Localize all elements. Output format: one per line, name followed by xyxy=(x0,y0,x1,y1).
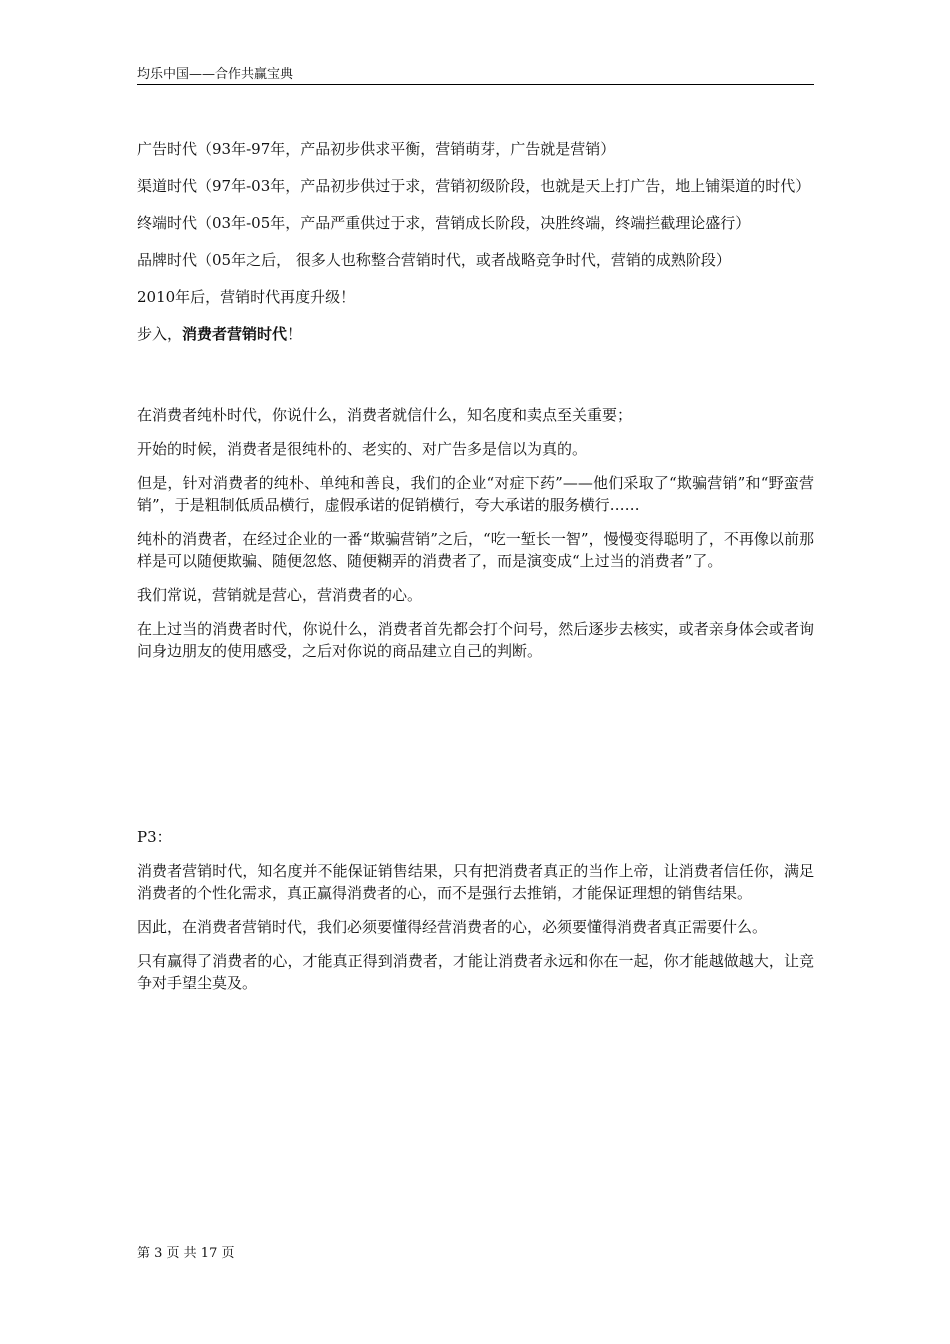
spacer xyxy=(137,360,814,404)
paragraph: 开始的时候，消费者是很纯朴的、老实的、对广告多是信以为真的。 xyxy=(137,440,588,458)
header-title: 均乐中国——合作共赢宝典 xyxy=(137,67,294,82)
spacer xyxy=(137,674,814,826)
paragraph: 在消费者纯朴时代，你说什么，消费者就信什么，知名度和卖点至关重要； xyxy=(137,406,633,424)
paragraph: 我们常说，营销就是营心，营消费者的心。 xyxy=(137,586,423,604)
era-channel: 渠道时代（97年-03年，产品初步供过于求，营销初级阶段，也就是天上打广告，地上铺渠道的时代） xyxy=(137,177,811,195)
page-header xyxy=(137,68,814,85)
paragraph: 但是，针对消费者的纯朴、单纯和善良，我们的企业“对症下药”——他们采取了“欺骗营销”和“野蛮营销”，于是粗制低质品横行，虚假承诺的促销横行，夸大承诺的服务横行…… xyxy=(137,474,814,514)
paragraph: 纯朴的消费者，在经过企业的一番“欺骗营销”之后，“吃一堑长一智”，慢慢变得聪明了，不再像以前那样是可以随便欺骗、随便忽悠、随便糊弄的消费者了，而是演变成“上过当的消费者”了。 xyxy=(137,530,814,570)
step-suffix: ！ xyxy=(287,325,303,343)
step-line xyxy=(137,323,814,345)
section-label: P3： xyxy=(137,828,172,846)
paragraph: 只有赢得了消费者的心，才能真正得到消费者，才能让消费者永远和你在一起，你才能越做越大，让竞争对手望尘莫及。 xyxy=(137,952,814,992)
paragraph: 消费者营销时代，知名度并不能保证销售结果，只有把消费者真正的当作上帝，让消费者信任你，满足消费者的个性化需求，真正赢得消费者的心，而不是强行去推销，才能保证理想的销售结果。 xyxy=(137,862,814,902)
page-content xyxy=(137,138,814,1006)
step-prefix: 步入， xyxy=(137,325,183,343)
step-bold: 消费者营销时代 xyxy=(182,325,288,343)
era-advertising: 广告时代（93年-97年，产品初步供求平衡，营销萌芽，广告就是营销） xyxy=(137,140,616,158)
era-brand: 品牌时代（05年之后， 很多人也称整合营销时代，或者战略竞争时代，营销的成熟阶段） xyxy=(137,251,731,269)
paragraph: 因此，在消费者营销时代，我们必须要懂得经营消费者的心，必须要懂得消费者真正需要什么。 xyxy=(137,918,768,936)
page-footer xyxy=(137,1246,234,1262)
upgrade-line: 2010年后，营销时代再度升级！ xyxy=(137,288,356,306)
page-number: 第 3 页 共 17 页 xyxy=(137,1246,235,1261)
paragraph: 在上过当的消费者时代，你说什么，消费者首先都会打个问号，然后逐步去核实，或者亲身体会或者询问身边朋友的使用感受，之后对你说的商品建立自己的判断。 xyxy=(137,620,814,660)
era-terminal: 终端时代（03年-05年，产品严重供过于求，营销成长阶段，决胜终端，终端拦截理论盛行） xyxy=(137,214,751,232)
